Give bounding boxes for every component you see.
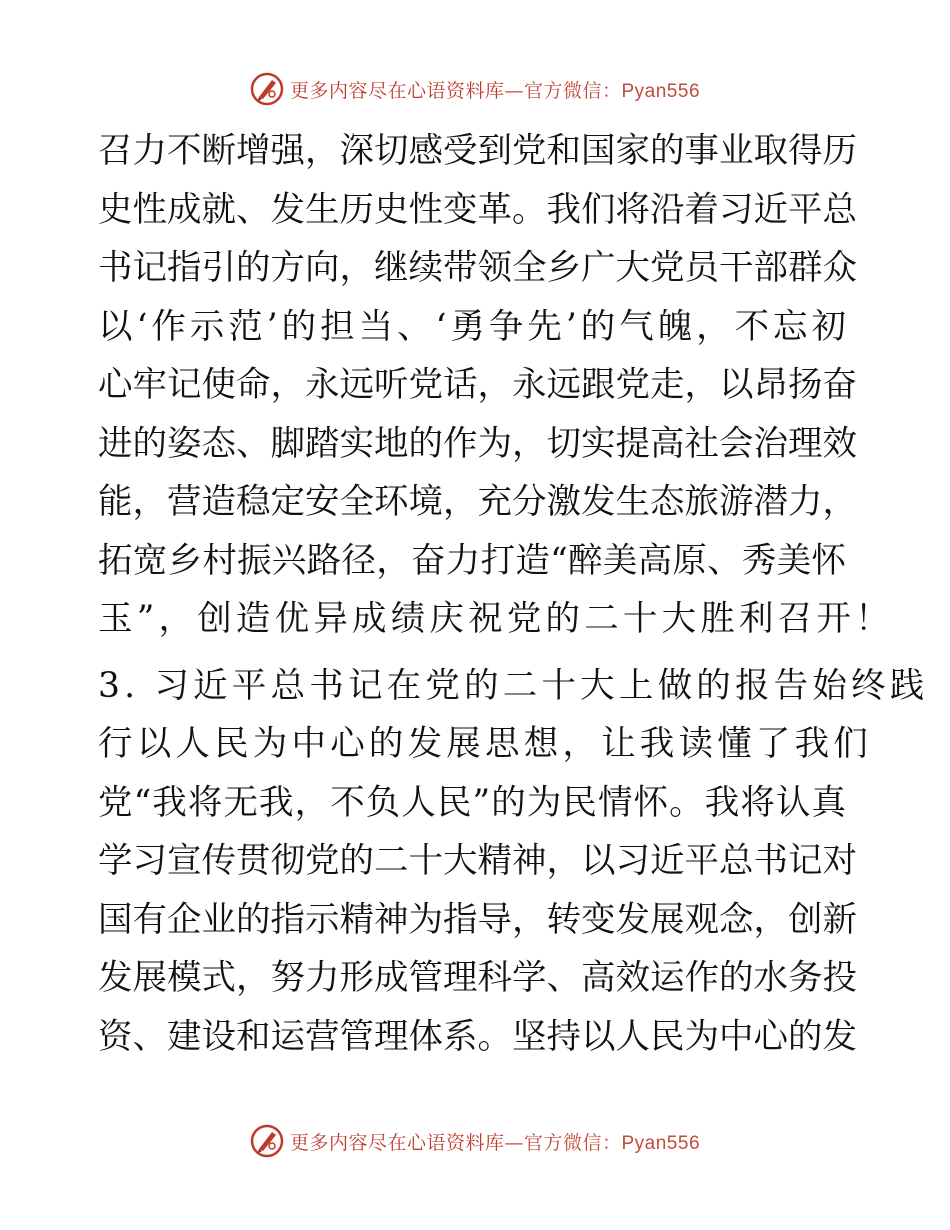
text-line: 党“我将无我，不负人民”的为民情怀。我将认真: [98, 782, 846, 823]
text-line: 学习宣传贯彻党的二十大精神，以习近平总书记对: [98, 841, 857, 881]
text-line: 资、建设和运营管理体系。坚持以人民为中心的发: [98, 1016, 857, 1057]
header-wechat-label: 官方微信：: [523, 79, 622, 102]
header-separator: —: [504, 79, 524, 102]
text-line: 玉”，创造优异成绩庆祝党的二十大胜利召开！: [98, 599, 894, 639]
footer-wechat-label: 官方微信：: [523, 1131, 622, 1154]
footer-prefix: 更多内容尽在心语资料库: [289, 1131, 505, 1154]
text-line: 拓宽乡村振兴路径，奋力打造“醉美高原、秀美怀: [98, 540, 846, 581]
header-prefix: 更多内容尽在心语资料库: [289, 79, 505, 102]
footer-banner: [0, 1124, 950, 1158]
text-line: 3. 习近平总书记在党的二十大上做的报告始终践: [98, 665, 929, 706]
text-line: 行以人民为中心的发展思想，让我读懂了我们: [98, 724, 872, 764]
footer-wechat-id: Pyan556: [621, 1132, 701, 1154]
text-line: 召力不断增强，深切感受到党和国家的事业取得历: [98, 131, 857, 171]
text-line: 发展模式，努力形成管理科学、高效运作的水务投: [98, 958, 857, 998]
pen-logo-icon: [250, 1124, 284, 1158]
pen-logo-icon: [250, 72, 284, 106]
text-line: 史性成就、发生历史性变革。我们将沿着习近平总: [98, 189, 857, 230]
text-line: 国有企业的指示精神为指导，转变发展观念，创新: [98, 899, 857, 940]
paragraph-2: [98, 657, 929, 1067]
text-line: 心牢记使命，永远听党话，永远跟党走，以昂扬奋: [98, 365, 857, 405]
paragraph-1: [98, 122, 894, 649]
header-banner-text: [290, 76, 700, 103]
header-wechat-id: Pyan556: [621, 80, 701, 102]
header-banner: [0, 72, 950, 106]
paragraph-gap: [98, 649, 858, 657]
text-line: 能，营造稳定安全环境，充分激发生态旅游潜力，: [98, 482, 857, 522]
text-line: 以‘作示范’的担当、‘勇争先’的气魄，不忘初: [98, 306, 846, 347]
text-line: 进的姿态、脚踏实地的作为，切实提高社会治理效: [98, 423, 857, 464]
footer-banner-text: [290, 1128, 700, 1155]
text-line: 书记指引的方向，继续带领全乡广大党员干部群众: [98, 248, 857, 288]
document-body: [98, 122, 929, 1066]
footer-separator: —: [504, 1131, 524, 1154]
